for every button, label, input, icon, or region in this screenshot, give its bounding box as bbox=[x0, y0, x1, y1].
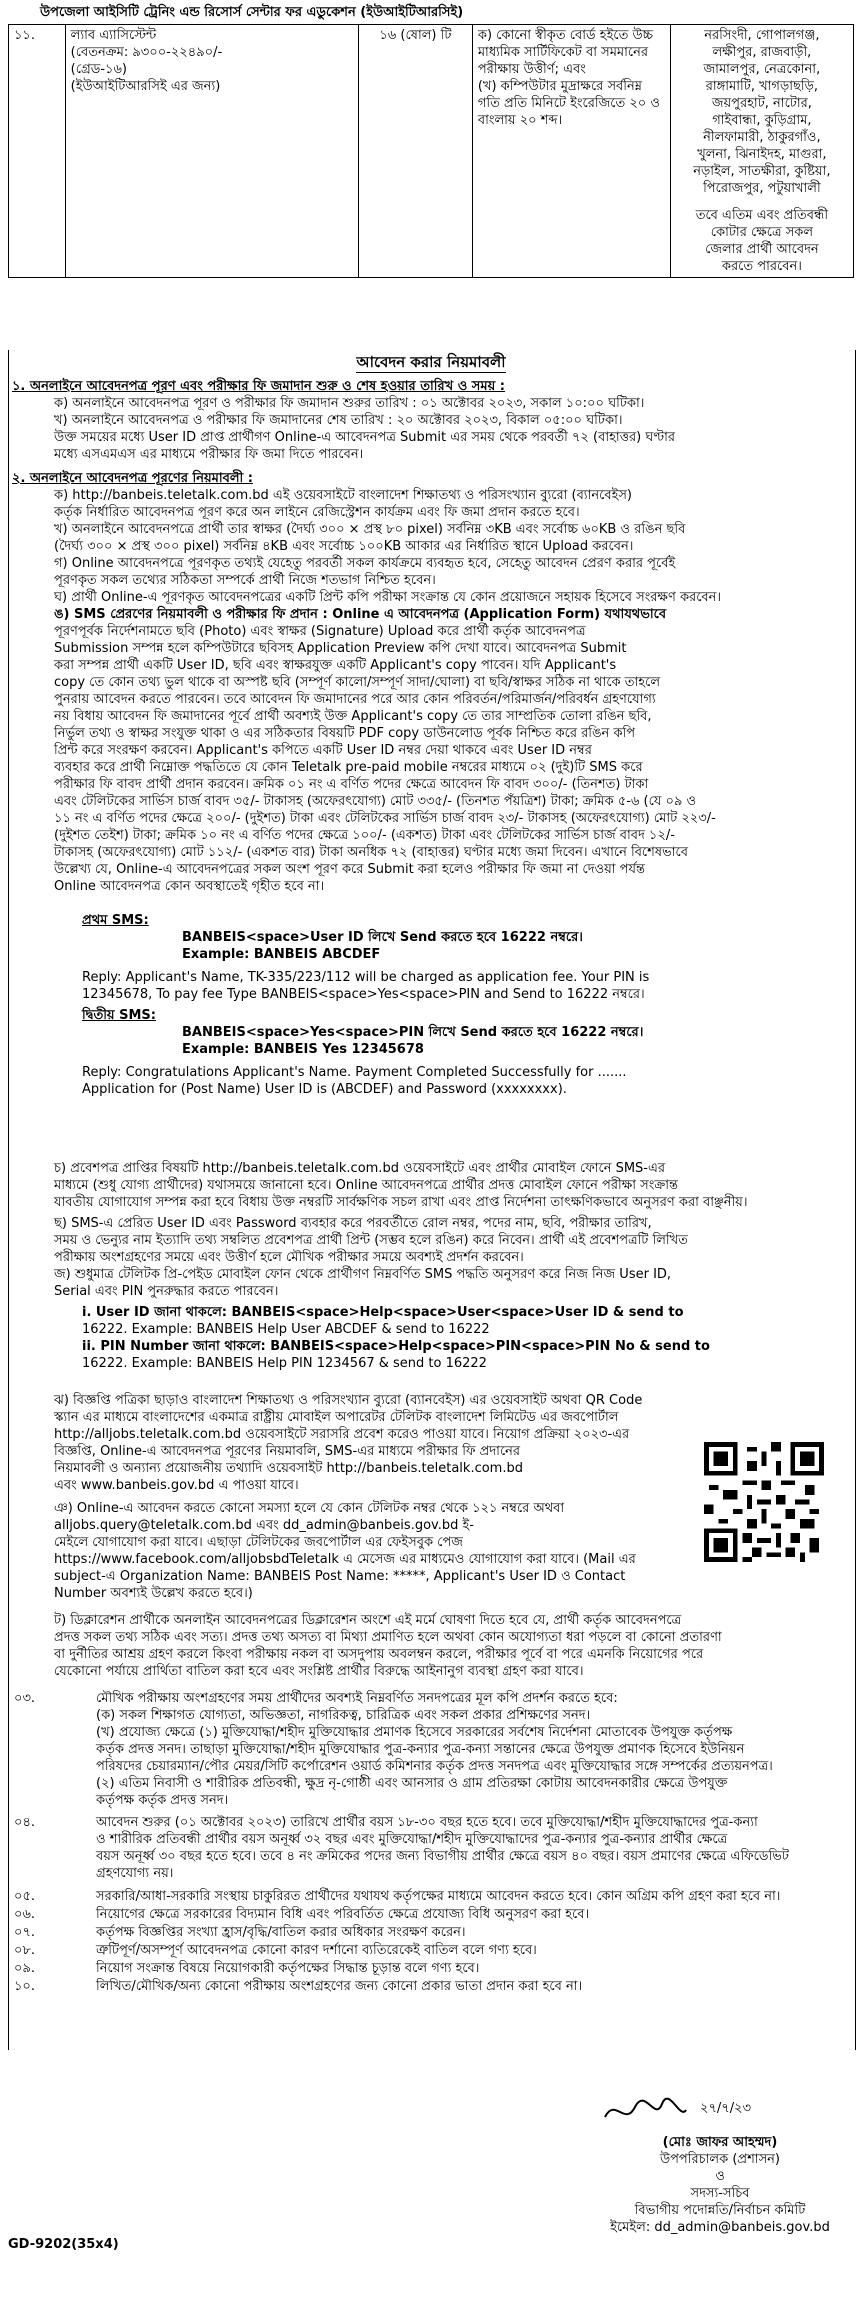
item-07: কর্তৃপক্ষ বিজ্ঞপ্তির সংখ্যা হ্রাস/বৃদ্ধি/বাতিল করার অধিকার সংরক্ষণ করেন। bbox=[96, 1925, 466, 1940]
serial-cell: ১১. bbox=[9, 25, 66, 278]
website-line: নিয়মাবলী ও অন্যান্য প্রয়োজনীয় তথ্যাদি ওয়েবসাইট http://banbeis.teletalk.com.bd bbox=[54, 1461, 523, 1476]
item-number: ০৩. bbox=[14, 1691, 36, 1706]
item-line: গ্রহণযোগ্য নয়। bbox=[96, 1866, 174, 1881]
credentials-line: ছ) SMS-এ প্রেরিত User ID এবং Password ব্যবহার করে পরবর্তীতে রোল নম্বর, পদের নাম, ছবি, পরীক্ষার তারিখ, bbox=[54, 1216, 652, 1231]
qualification-b: (খ) কম্পিউটার মুদ্রাক্ষরে সর্বনিম্ন গতি প্রতি মিনিটে ইংরেজিতে ২০ ও বাংলায় ২০ শব্দ। bbox=[477, 79, 660, 128]
contact-line: মেইলে যোগাযোগ করা যাবে। এছাড়া টেলিটকের জবপোর্টাল এর ফেইসবুক পেজ bbox=[54, 1535, 463, 1550]
district-line: গাইবান্ধা, কুড়িগ্রাম, bbox=[712, 113, 812, 128]
item-number: ০৮. bbox=[14, 1943, 36, 1958]
sms-para-line: পূরণপূর্বক নির্দেশনামতে ছবি (Photo) এবং স্বাক্ষর (Signature) Upload করে প্রার্থী কর্তৃক আবেদনপত্র bbox=[54, 624, 586, 639]
second-sms-example: Example: BANBEIS Yes 12345678 bbox=[182, 1042, 424, 1057]
item-line: বয়স অনূর্ধ্ব ৩০ বছর হতে হবে। তবে ৪ নং ক্রমিকের পদের জন্য বিভাগীয় প্রার্থীর ক্ষেত্রে বয়স ৪০ বছর। বয়স প্রমাণের ক্ষেত্রে এফিডেভিট bbox=[96, 1849, 789, 1864]
website-line: http://alljobs.teletalk.com.bd ওয়েবসাইটে সরাসরি প্রবেশ করেও পাওয়া যাবে। নিয়োগ প্রক্রিয়া ২০২৩-এর bbox=[54, 1427, 630, 1442]
website-line: এবং www.banbeis.gov.bd এ পাওয়া যাবে। bbox=[54, 1478, 299, 1493]
sms-para-line: ১১ নং এ বর্ণিত পদের ক্ষেত্রে ২০০/- (দুইশত) টাকা এবং টেলিটকের সার্ভিস চার্জ বাবদ ২৩/- টাকাসহ (অফেরৎযোগ্য) মোট ২২৩/- bbox=[54, 811, 716, 826]
item-06: নিয়োগের ক্ষেত্রে সরকারের বিদ্যমান বিধি এবং পরিবর্তিত ক্ষেত্রে প্রযোজ্য বিধি অনুসরণ করা হবে। bbox=[96, 1907, 590, 1922]
contact-email-line[interactable]: alljobs.query@teletalk.com.bd এবং dd_admin@banbeis.gov.bd ই- bbox=[54, 1518, 474, 1533]
website-line: স্ক্যান এর মাধ্যমে বাংলাদেশের একমাত্র রাষ্ট্রীয় মোবাইল অপারেটর টেলিটক বাংলাদেশ লিমিটেড এর জবপোর্টাল bbox=[54, 1410, 619, 1425]
item-05: সরকারি/আধা-সরকারি সংস্থায় চাকুরিরত প্রার্থীদের যথাযথ কর্তৃপক্ষের মাধ্যমে আবেদন করতে হবে। কোন অগ্রিম কপি গ্রহণ করা হবে না। bbox=[96, 1889, 781, 1904]
item-08: ত্রুটিপূর্ণ/অসম্পূর্ণ আবেদনপত্র কোনো কারণ দর্শানো ব্যতিরেকেই বাতিল বলে গণ্য হবে। bbox=[96, 1943, 537, 1958]
item-09: নিয়োগ সংক্রান্ত বিষয়ে নিয়োগকারী কর্তৃপক্ষের সিদ্ধান্ত চূড়ান্ত বলে গণ্য হবে। bbox=[96, 1961, 480, 1976]
signatory-email[interactable]: ইমেইল: dd_admin@banbeis.gov.bd bbox=[610, 2220, 830, 2235]
sms-rules-heading: ঙ) SMS প্রেরণের নিয়মাবলী ও পরীক্ষার ফি প্রদান : Online এ আবেদনপত্র (Application Form) যথাযথভাবে bbox=[54, 607, 667, 622]
district-line: পিরোজপুর, পটুয়াখালী bbox=[703, 181, 821, 196]
contact-line: Number অবশ্যই উল্লেখ করতে হবে।) bbox=[54, 1586, 253, 1601]
sms-para-line: উল্লেখ্য যে, Online-এ আবেদনপত্রের সকল অংশ পূরণ করে Submit করা হলেও পরীক্ষার ফি জমা না দেওয়া পর্যন্ত bbox=[54, 862, 645, 877]
districts-cell bbox=[670, 25, 853, 278]
first-sms-reply: 12345678, To pay fee Type BANBEIS<space>Yes<space>PIN and Send to 16222 নম্বরে। bbox=[82, 987, 645, 1002]
section-1-line: ক) অনলাইনে আবেদনপত্র পূরণ ও পরীক্ষার ফি জমাদান শুরুর তারিখ : ০১ অক্টোবর ২০২৩, সকাল ১০:০০ ঘটিকা। bbox=[54, 396, 645, 411]
qualification-a: ক) কোনো স্বীকৃত বোর্ড হইতে উচ্চ মাধ্যমিক সার্টিফিকেট বা সমমানের পরীক্ষায় উত্তীর্ণ; এবং bbox=[477, 28, 654, 77]
signature-date: ২৭/৭/২৩ bbox=[700, 2101, 752, 2116]
section-2 bbox=[12, 470, 842, 895]
post-count: ১৬ (ষোল) টি bbox=[358, 25, 472, 278]
item-04 bbox=[96, 1814, 846, 1882]
second-sms-label: দ্বিতীয় SMS: bbox=[82, 1008, 156, 1023]
first-sms-reply: Reply: Applicant's Name, TK-335/223/112 will be charged as application fee. Your PIN is bbox=[82, 970, 650, 985]
sms-para-line: পরীক্ষার ফি বাবদ প্রার্থী প্রদান করবেন। ক্রমিক ০১ নং এ বর্ণিত পদের ক্ষেত্রে আবেদন ফি বাবদ ৩০০/- (তিনশত) টাকা bbox=[54, 777, 649, 792]
website-line: বিজ্ঞপ্তি, Online-এ আবেদনপত্র পূরণের নিয়মাবলি, SMS-এর মাধ্যমে পরীক্ষার ফি প্রদানের bbox=[54, 1444, 521, 1459]
declaration bbox=[12, 1612, 842, 1680]
sms-para-line: (দুইশত তেইশ) টাকা; ক্রমিক ১০ নং এ বর্ণিত পদের ক্ষেত্রে ১০০/- (একশত) টাকা এবং টেলিটকের সার্ভিস চার্জ বাবদ ১২/- bbox=[54, 828, 675, 843]
section-1-line: মধ্যে এসএমএস এর মাধ্যমে পরীক্ষার ফি জমা দিতে পারবেন। bbox=[54, 447, 364, 462]
website-line: ঝ) বিজ্ঞপ্তি পত্রিকা ছাড়াও বাংলাদেশ শিক্ষাতথ্য ও পরিসংখ্যান ব্যুরো (ব্যানবেইস) এর ওয়েবসাইট অথবা QR Code bbox=[54, 1393, 643, 1408]
section-2-line: পূরণকৃত সকল তথ্যের সঠিকতা সম্পর্কে প্রার্থী নিজে শতভাগ নিশ্চিত হবেন। bbox=[54, 573, 436, 588]
job-row bbox=[9, 25, 854, 278]
district-line: খুলনা, ঝিনাইদহ, মাগুরা, bbox=[697, 147, 827, 162]
section-2-line: গ) Online আবেদনপত্রে পূরণকৃত তথ্যই যেহেতু পরবর্তী সকল কার্যক্রমে ব্যবহৃত হবে, সেহেতু আবেদন প্রেরণ করার পূর্বেই bbox=[54, 556, 676, 571]
section-caption: উপজেলা আইসিটি ট্রেনিং এন্ড রিসোর্স সেন্টার ফর এডুকেশন (ইউআইটিআরসিই) bbox=[40, 5, 464, 20]
website-info bbox=[12, 1392, 692, 1494]
item-line: আবেদন শুরুর (০১ অক্টোবর ২০২৩) তারিখে প্রার্থীর বয়স ১৮-৩০ বছর হতে হবে। তবে মুক্তিযোদ্ধা/শহীদ মুক্তিযোদ্ধাদের পুত্র-কন্যা bbox=[96, 1815, 758, 1830]
item-line: (২) এতিম নিবাসী ও শারীরিক প্রতিবন্ধী, ক্ষুদ্র নৃ-গোষ্ঠী এবং আনসার ও গ্রাম প্রতিরক্ষা কোটায় আবেদনকারীর ক্ষেত্রে উপযুক্ত bbox=[96, 1776, 728, 1791]
recovery-line: Serial এবং PIN পুনরুদ্ধার করতে পারবেন। bbox=[54, 1284, 279, 1299]
item-03 bbox=[96, 1690, 846, 1809]
sms-para-line: Submission সম্পন্ন হলে কম্পিউটারে ছবিসহ Application Preview কপি দেখা যাবে। আবেদনপত্র Submit bbox=[54, 641, 627, 656]
signatory-committee: বিভাগীয় পদোন্নতি/নির্বাচন কমিটি bbox=[634, 2203, 806, 2218]
contact-info bbox=[12, 1500, 842, 1602]
second-sms-reply: Reply: Congratulations Applicant's Name. Payment Completed Successfully for ....... bbox=[82, 1065, 627, 1080]
declaration-line: বা দুর্নীতির আশ্রয় গ্রহণ করলে কিংবা পরীক্ষায় নকল বা অসদুপায় অবলম্বন করলে, পরীক্ষার পূর্বে বা পরে এমনকি নিয়োগের পরে bbox=[54, 1647, 704, 1662]
sms-para-line: প্রিন্ট করে সংরক্ষণ করবেন। Applicant's কপিতে একটি User ID নম্বর দেয়া থাকবে এবং User ID নম্বর bbox=[54, 743, 592, 758]
recover-user-id-example: 16222. Example: BANBEIS Help User ABCDEF & send to 16222 bbox=[82, 1322, 490, 1337]
item-line: মৌখিক পরীক্ষায় অংশগ্রহণের সময় প্রার্থীদের অবশ্যই নিম্নবর্ণিত সনদপত্রের মূল কপি প্রদর্শন করতে হবে: bbox=[96, 1691, 618, 1706]
post-cell bbox=[65, 25, 358, 278]
first-sms-example: Example: BANBEIS ABCDEF bbox=[182, 947, 381, 962]
section-1-heading: ১. অনলাইনে আবেদনপত্র পূরণ এবং পরীক্ষার ফি জমাদান শুরু ও শেষ হওয়ার তারিখ ও সময় : bbox=[12, 379, 505, 394]
sms-para-line: Online আবেদনপত্র কোন অবস্থাতেই গৃহীত হবে না। bbox=[54, 879, 325, 894]
post-grade: (গ্রেড-১৬) bbox=[70, 62, 127, 77]
district-line: নরসিংদী, গোপালগঞ্জ, bbox=[704, 28, 820, 43]
district-line: জয়পুরহাট, নাটোর, bbox=[711, 96, 812, 111]
sms-para-line: নয় বিধায় আবেদন ফি জমাদানের পূর্বে প্রার্থী অবশ্যই উক্ত Applicant's copy তে তার সাম্প্রতিক তোলা রঙিন ছবি, bbox=[54, 709, 652, 724]
signature-scribble-icon bbox=[600, 2092, 690, 2132]
credentials-line: সময় ও ভেন্যুর নাম ইত্যাদি তথ্য সম্বলিত প্রবেশপত্র প্রার্থী প্রিন্ট (সম্ভব হলে রঙিন) করে নিবেন। প্রার্থী এই প্রবেশপত্রটি লিখিত bbox=[54, 1233, 688, 1248]
contact-line: subject-এ Organization Name: BANBEIS Post Name: *****, Applicant's User ID ও Contact bbox=[54, 1569, 626, 1584]
signatory-and: ও bbox=[715, 2169, 725, 2184]
section-2-line: খ) অনলাইনে আবেদনপত্রে প্রার্থী তার স্বাক্ষর (দৈর্ঘ্য ৩০০ × প্রস্থ ৮০ pixel) সর্বনিম্ন ৩KB এবং সর্বোচ্চ ৬০KB ও রঙিন ছবি bbox=[54, 522, 686, 537]
section-2-line: ক) http://banbeis.teletalk.com.bd এই ওয়েবসাইটে বাংলাদেশ শিক্ষাতথ্য ও পরিসংখ্যান ব্যুরো (ব্যানবেইস) bbox=[54, 488, 632, 503]
second-sms-command: BANBEIS<space>Yes<space>PIN লিখে Send করতে হবে 16222 নম্বরে। bbox=[182, 1025, 644, 1040]
contact-line: ঞ) Online-এ আবেদন করতে কোনো সমস্যা হলে যে কোন টেলিটক নম্বর থেকে ১২১ নম্বরে অথবা bbox=[54, 1501, 565, 1516]
section-2-line: ঘ) প্রার্থী Online-এ পূরণকৃত আবেদনপত্রের একটি প্রিন্ট কপি পরীক্ষা সংক্রান্ত যে কোন প্রয়োজনে সহায়ক হিসেবে সংরক্ষণ করবেন। bbox=[54, 590, 722, 605]
declaration-line: ট) ডিক্লারেশন প্রার্থীকে অনলাইন আবেদনপত্রের ডিক্লারেশন অংশে এই মর্মে ঘোষণা দিতে হবে যে, প্রার্থী কর্তৃক আবেদনপত্রে bbox=[54, 1613, 682, 1628]
post-scale: (বেতনক্রম: ৯৩০০-২২৪৯০/- bbox=[70, 45, 223, 60]
recover-pin: ii. PIN Number জানা থাকলে: BANBEIS<space>Help<space>PIN<space>PIN No & send to bbox=[82, 1339, 710, 1354]
admit-card-line: মাধ্যমে (শুধু যোগ্য প্রার্থীদের) যথাসময়ে জানানো হবে। Online আবেদনপত্রে প্রার্থীর প্রদত্ত মোবাইল ফোনে পরীক্ষা সংক্রান্ত bbox=[54, 1178, 678, 1193]
section-2-line: (দৈর্ঘ্য ৩০০ × প্রস্থ ৩০০ pixel) সর্বনিম্ন ৪KB এবং সর্বোচ্চ ১০০KB আকার এর নির্ধারিত স্থানে Upload করবেন। bbox=[54, 539, 634, 554]
item-line: ও শারীরিক প্রতিবন্ধী প্রার্থীর বয়স অনূর্ধ্ব ৩২ বছর এবং মুক্তিযোদ্ধা/শহীদ মুক্তিযোদ্ধাদের পুত্র-কন্যার পুত্র-কন্যার প্রার্থীর ক্ষেত্রে bbox=[96, 1832, 728, 1847]
sms-para-line: নির্ভুল তথ্য ও স্বাক্ষর সংযুক্ত থাকা ও এর সঠিকতার বিষয়টি PDF copy ডাউনলোড পূর্বক নিশ্চিত করে রঙিন কপি bbox=[54, 726, 636, 741]
signatory-title: সদস্য-সচিব bbox=[690, 2186, 750, 2201]
section-2-line: কর্তৃক নির্ধারিত আবেদনপত্র পূরণ করে অন লাইনে রেজিস্ট্রেশন কার্যক্রম এবং ফি জমা প্রদান করতে হবে। bbox=[54, 505, 580, 520]
post-note: (ইউআইটিআরসিই এর জন্য) bbox=[70, 79, 221, 94]
item-line: (খ) প্রযোজ্য ক্ষেত্রে (১) মুক্তিযোদ্ধা/শহীদ মুক্তিযোদ্ধার প্রমাণক হিসেবে সরকারের সর্বশেষ নির্দেশনা মোতাবেক উপযুক্ত কর্তৃপক্ষ bbox=[96, 1725, 733, 1740]
district-note: কোটার ক্ষেত্রে সকল bbox=[710, 225, 814, 240]
signatory-title: উপপরিচালক (প্রশাসন) bbox=[659, 2152, 780, 2167]
first-sms-label: প্রথম SMS: bbox=[82, 913, 149, 928]
sms-para-line: copy তে কোন তথ্য ভুল থাকে বা অস্পষ্ট ছবি (সম্পূর্ণ কালো/সম্পূর্ণ সাদা/ঘোলা) বা ছবি/স্বাক্ষর সঠিক না থাকে তাহলে bbox=[54, 675, 661, 690]
sms-para-line: এবং টেলিটকের সার্ভিস চার্জ বাবদ ৩৫/- টাকাসহ (অফেরৎযোগ্য) মোট ৩৩৫/- (তিনশত পঁয়ত্রিশ) টাকা; ক্রমিক ৫-৬ (যে ০৯ ও bbox=[54, 794, 697, 809]
district-line: লক্ষীপুর, রাজবাড়ী, bbox=[712, 45, 812, 60]
section-1 bbox=[12, 378, 842, 463]
qualification-cell bbox=[472, 25, 670, 278]
declaration-line: যেকোনো পর্যায়ে প্রার্থিতা বাতিল করা হবে এবং সংশ্লিষ্ট প্রার্থীর বিরুদ্ধে আইনানুগ ব্যবস্থা গ্রহণ করা যাবে। bbox=[54, 1664, 584, 1679]
first-sms-command: BANBEIS<space>User ID লিখে Send করতে হবে 16222 নম্বরে। bbox=[182, 930, 583, 945]
signatory-block bbox=[600, 2134, 840, 2236]
item-line: কর্তৃক প্রদত্ত সনদ। তাছাড়া মুক্তিযোদ্ধা/শহীদ মুক্তিযোদ্ধার পুত্র-কন্যার পুত্র-কন্যা সন্তানের ক্ষেত্রে উপযুক্ত প্রমাণক হিসেবে ইউনিয়ন bbox=[96, 1742, 745, 1757]
district-line: জামালপুর, নেত্রকোনা, bbox=[703, 62, 821, 77]
recover-user-id: i. User ID জানা থাকলে: BANBEIS<space>Help<space>User<space>User ID & send to bbox=[82, 1305, 684, 1320]
sms-para-line: টাকাসহ (অফেরৎযোগ্য) মোট ১১২/- (একশত বার) টাকা অনধিক ৭২ (বাহাত্তর) ঘণ্টার মধ্যে জমা দিবেন। এখানে বিশেষভাবে bbox=[54, 845, 688, 860]
section-2-heading: ২. অনলাইনে আবেদনপত্র পূরণের নিয়মাবলী : bbox=[12, 471, 254, 486]
sms-para-line: পুনরায় আবেদন করতে পারবেন। তবে আবেদন ফি জমাদানের পরে আর কোন পরিবর্তন/পরিমার্জন/পরিবর্ধন গ্রহণযোগ্য bbox=[54, 692, 656, 707]
item-number: ০৬. bbox=[14, 1907, 36, 1922]
district-line: রাঙ্গামাটি, খাগড়াছড়ি, bbox=[705, 79, 819, 94]
district-note: তবে এতিম এবং প্রতিবন্ধী bbox=[695, 208, 829, 223]
sms-instructions bbox=[12, 912, 842, 1098]
job-table bbox=[8, 24, 854, 278]
sms-para-line: ব্যবহার করে প্রার্থী নিম্নোক্ত পদ্ধতিতে যে কোন Teletalk pre-paid mobile নম্বরের মাধ্যমে ০২ (দুই)টি SMS করে bbox=[54, 760, 643, 775]
item-number: ০৪. bbox=[14, 1815, 36, 1830]
item-number: ০৯. bbox=[14, 1961, 36, 1976]
district-line: নীলফামারী, ঠাকুরগাঁও, bbox=[703, 130, 821, 145]
signatory-name: (মোঃ জাফর আহম্মদ) bbox=[662, 2135, 778, 2150]
item-10: লিখিত/মৌখিক/অন্য কোনো পরীক্ষায় অংশগ্রহণের জন্য কোনো প্রকার ভাতা প্রদান করা হবে না। bbox=[96, 1979, 583, 1994]
declaration-line: প্রদত্ত সকল তথ্য সঠিক এবং সত্য। প্রদত্ত তথ্য অসত্য বা মিথ্যা প্রমাণিত হলে অথবা কোন অযোগ্যতা ধরা পড়লে বা কোনো প্রতারণা bbox=[54, 1630, 722, 1645]
section-1-line: উক্ত সময়ের মধ্যে User ID প্রাপ্ত প্রার্থীগণ Online-এ আবেদনপত্র Submit এর সময় থেকে পরবর্তী ৭২ (বাহাত্তর) ঘণ্টার bbox=[54, 430, 676, 445]
footer-code: GD-9202(35x4) bbox=[8, 2237, 119, 2252]
post-name: ল্যাব এ্যাসিস্টেন্ট bbox=[70, 28, 157, 43]
item-number: ০৭. bbox=[14, 1925, 36, 1940]
district-note: জেলার প্রার্থী আবেদন bbox=[705, 242, 819, 257]
item-line: পরিষদের চেয়ারম্যান/পৌর মেয়র/সিটি কর্পোরেশন ওয়ার্ড কমিশনার কর্তৃক প্রদত্ত সনদপত্র এবং মুক্তিযোদ্ধার সঙ্গে সম্পর্কের প্রত্যয়নপত্র। bbox=[96, 1759, 773, 1774]
section-1-line: খ) অনলাইনে আবেদনপত্র ও পরীক্ষার ফি জমাদানের শেষ তারিখ : ২০ অক্টোবর ২০২৩, বিকাল ০৫:০০ ঘটিকা। bbox=[54, 413, 623, 428]
item-number: ০৫. bbox=[14, 1889, 36, 1904]
district-note: করতে পারবেন। bbox=[721, 259, 802, 274]
admit-card-line: চ) প্রবেশপত্র প্রাপ্তির বিষয়টি http://banbeis.teletalk.com.bd ওয়েবসাইটে এবং প্রার্থীর মোবাইল ফোনে SMS-এর bbox=[54, 1161, 666, 1176]
recover-pin-example: 16222. Example: BANBEIS Help PIN 1234567 & send to 16222 bbox=[82, 1356, 487, 1371]
item-line: কর্তৃপক্ষ কর্তৃক প্রদত্ত সনদ। bbox=[96, 1793, 229, 1808]
recovery-line: জ) শুধুমাত্র টেলিটক প্রি-পেইড মোবাইল ফোন থেকে প্রার্থীগণ নিম্নবর্ণিত SMS পদ্ধতি অনুসরণ করে নিজ নিজ User ID, bbox=[54, 1267, 672, 1282]
admit-card-line: যাবতীয় যোগাযোগ সম্পন্ন করা হবে বিধায় উক্ত নম্বরটি সার্বক্ষণিক সচল রাখা এবং প্রাপ্ত নির্দেশনা তাৎক্ষণিকভাবে অনুসরণ করা বাঞ্ছনীয়। bbox=[54, 1195, 748, 1210]
section-2-continued bbox=[12, 1160, 842, 1372]
credentials-line: পরীক্ষায় অংশগ্রহণের সময়ে এবং উত্তীর্ণ হলে মৌখিক পরীক্ষার সময়ে অবশ্যই প্রদর্শন করবেন। bbox=[54, 1250, 524, 1265]
district-line: নড়াইল, সাতক্ষীরা, কুষ্টিয়া, bbox=[693, 164, 831, 179]
rules-title: আবেদন করার নিয়মাবলী bbox=[356, 353, 506, 371]
item-number: ১০. bbox=[14, 1979, 36, 1994]
facebook-link[interactable]: https://www.facebook.com/alljobsbdTeletalk এ মেসেজ এর মাধ্যমেও যোগাযোগ করা যাবে। (Mail এর bbox=[54, 1552, 636, 1567]
second-sms-reply: Application for (Post Name) User ID is (ABCDEF) and Password (xxxxxxxx). bbox=[82, 1082, 567, 1097]
sms-para-line: করা সম্পন্ন প্রার্থী একটি User ID, ছবি এবং স্বাক্ষরযুক্ত একটি Applicant's copy পাবেন। যদি Applicant's bbox=[54, 658, 617, 673]
item-line: (ক) সকল শিক্ষাগত যোগ্যতা, অভিজ্ঞতা, নাগরিকত্ব, চারিত্রিক এবং সকল প্রকার প্রশিক্ষণের সনদ। bbox=[96, 1708, 591, 1723]
